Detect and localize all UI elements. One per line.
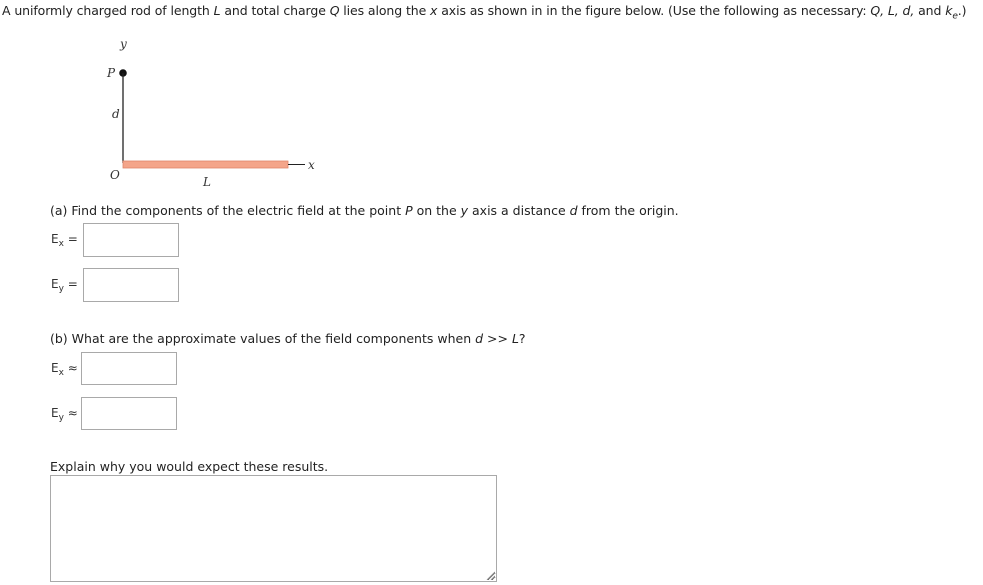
part-a-text: on the	[412, 203, 461, 218]
x-axis-label: x	[308, 158, 315, 172]
ey-subscript: y	[58, 284, 64, 294]
part-a-question	[50, 203, 679, 218]
ey-approx-input[interactable]	[81, 397, 177, 430]
part-a-var-P: P	[405, 203, 413, 218]
approx-sign: ≈	[63, 406, 78, 420]
ey-symbol: E	[51, 277, 59, 291]
part-b-var-d: d	[475, 331, 484, 346]
explanation-textarea[interactable]	[50, 475, 497, 582]
part-b-text: >>	[483, 331, 512, 346]
ex-approx-input[interactable]	[81, 352, 177, 385]
rod-figure	[100, 36, 330, 192]
ey-symbol: E	[51, 406, 59, 420]
resize-handle-icon[interactable]	[486, 571, 495, 580]
ey-subscript: y	[58, 413, 64, 423]
origin-label: O	[110, 168, 120, 182]
part-a-text: (a) Find the components of the electric field at the point	[50, 203, 406, 218]
equals-sign: =	[63, 232, 78, 246]
y-axis-label: y	[120, 37, 127, 51]
part-a-var-y: y	[460, 203, 469, 218]
part-b-text: (b) What are the approximate values of the field components when	[50, 331, 476, 346]
part-b-var-L: L	[511, 331, 519, 346]
intro-text: A uniformly charged rod of length	[2, 3, 214, 18]
charged-rod	[123, 161, 288, 168]
intro-var-k-subscript: e	[952, 11, 958, 22]
ey-answer-input[interactable]	[83, 268, 179, 302]
intro-text: and	[914, 3, 946, 18]
intro-var-Q: Q	[329, 3, 340, 18]
distance-d-label: d	[112, 107, 120, 121]
ex-label	[51, 232, 78, 249]
ex-subscript: x	[58, 368, 64, 378]
intro-text: axis as shown in in the figure below. (Use the following as necessary:	[437, 3, 871, 18]
equals-sign: =	[63, 277, 78, 291]
ex-answer-input[interactable]	[83, 223, 179, 257]
length-L-label: L	[203, 175, 211, 189]
part-a-text: from the origin.	[577, 203, 679, 218]
intro-text: lies along the	[339, 3, 431, 18]
point-p-label: P	[107, 66, 116, 80]
part-b-text: ?	[518, 331, 526, 346]
ex-symbol: E	[51, 361, 59, 375]
intro-text: .)	[957, 3, 967, 18]
intro-var-k: k	[945, 3, 953, 18]
ex-subscript: x	[58, 239, 64, 249]
intro-var-L: L	[213, 3, 221, 18]
problem-statement	[2, 3, 966, 22]
intro-text: and total charge	[220, 3, 330, 18]
ex-approx-label	[51, 361, 78, 378]
intro-var-x: x	[430, 3, 438, 18]
ey-approx-label	[51, 406, 78, 423]
ey-label	[51, 277, 78, 294]
part-a-var-d: d	[569, 203, 578, 218]
part-b-question	[50, 331, 526, 346]
intro-var-list: Q, L, d,	[870, 3, 915, 18]
explain-prompt: Explain why you would expect these results.	[50, 459, 329, 474]
part-a-text: axis a distance	[468, 203, 570, 218]
ex-symbol: E	[51, 232, 59, 246]
approx-sign: ≈	[63, 361, 78, 375]
